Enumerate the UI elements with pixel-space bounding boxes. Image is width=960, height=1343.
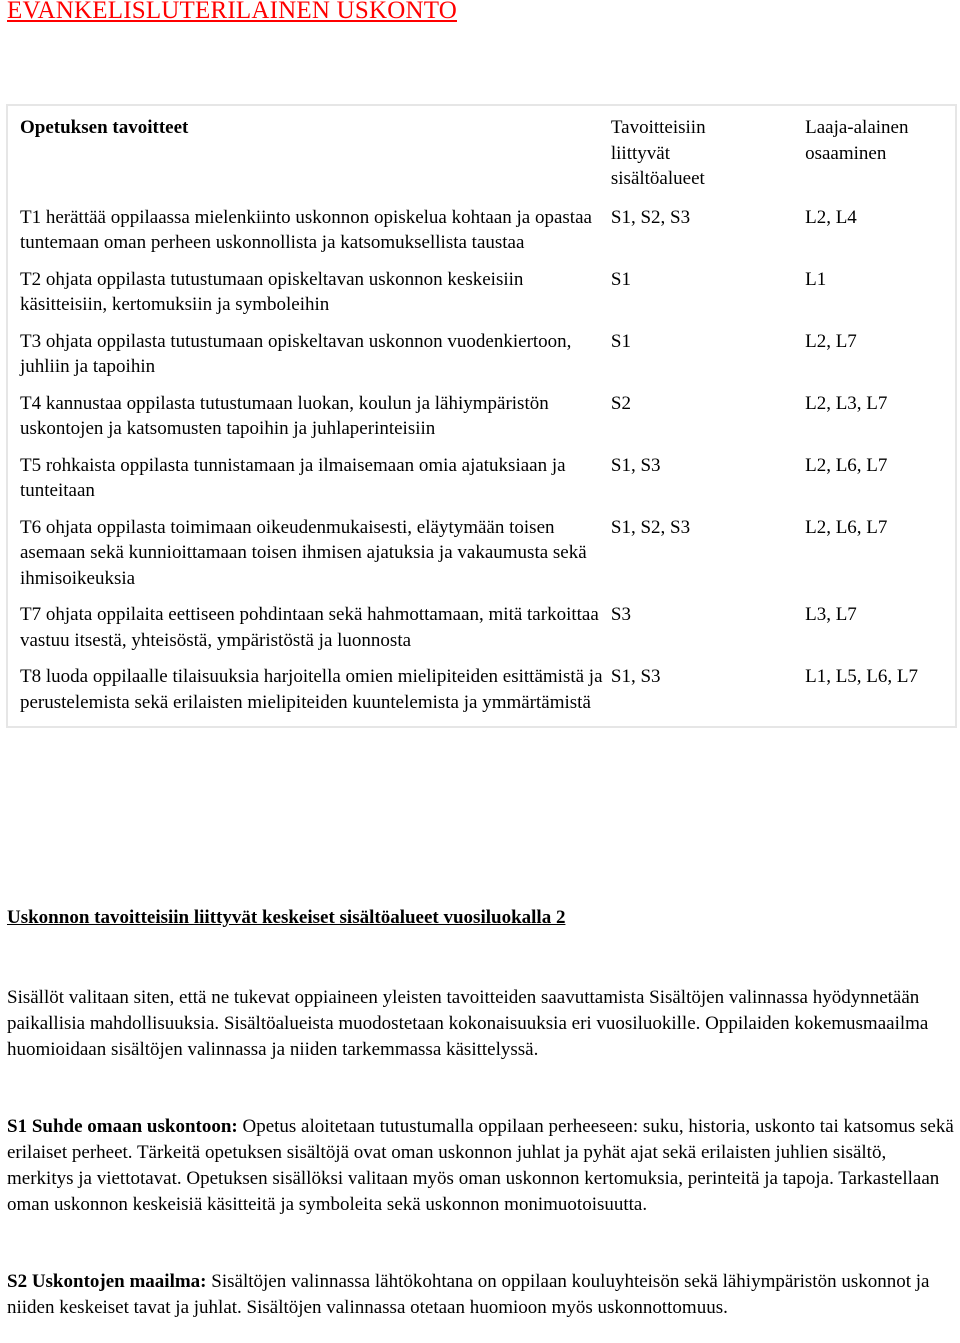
table-row (7, 453, 956, 515)
goal-text: T8 luoda oppilaalle tilaisuuksia harjoitella omien mielipiteiden esittämistä ja perustelemista sekä erilaisten mielipiteiden kuuntelemista ja ymmärtämistä (20, 666, 603, 713)
s2-text: Sisältöjen valinnassa lähtökohtana on oppilaan kouluyhteisön sekä lähiympäristön uskonnot ja niiden keskeiset tavat ja juhlat. Sisältöjen valinnassa otetaan huomioon myös uskonnottomuus. (7, 1271, 930, 1318)
s2-paragraph (7, 1269, 957, 1321)
s1-lead: S1 Suhde omaan uskontoon: (7, 1116, 238, 1137)
table-row (7, 205, 956, 267)
goal-cell (7, 453, 611, 515)
content-areas-cell: S1 (610, 268, 631, 290)
competence-cell: L2, L6, L7 (805, 516, 888, 538)
table-row (7, 267, 956, 329)
header-competence (805, 105, 956, 205)
page-title: EVANKELISLUTERILAINEN USKONTO (7, 0, 457, 24)
content-areas-cell: S1, S2, S3 (610, 206, 691, 228)
goal-text: T5 rohkaista oppilasta tunnistamaan ja ilmaisemaan omia ajatuksiaan ja tunteitaan (20, 454, 566, 501)
s2-lead: S2 Uskontojen maailma: (7, 1271, 207, 1292)
content-areas-cell: S1, S3 (610, 454, 661, 476)
table-row (7, 391, 956, 453)
table-body (7, 205, 956, 728)
goal-cell (7, 602, 611, 664)
goal-cell (7, 205, 611, 267)
table-row (7, 664, 956, 727)
table-row (7, 329, 956, 391)
goals-table (6, 104, 957, 728)
header-content-areas-text: Tavoitteisiin liittyvät sisältöalueet (610, 117, 706, 189)
competence-cell: L1, L5, L6, L7 (805, 666, 919, 687)
header-content-areas (611, 105, 805, 205)
goal-cell (7, 329, 611, 391)
content-areas-cell: S1, S2, S3 (610, 516, 691, 538)
header-goals: Opetuksen tavoitteet (20, 117, 189, 138)
table-header-row (7, 105, 956, 205)
goal-text: T6 ohjata oppilasta toimimaan oikeudenmukaisesti, eläytymään toisen asemaan sekä kunnioittamaan toisen ihmisen ajatuksia ja vakaumusta sekä ihmisoikeuksia (20, 516, 587, 589)
goal-cell (7, 515, 611, 603)
section-heading: Uskonnon tavoitteisiin liittyvät keskeiset sisältöalueet vuosiluokalla 2 (7, 907, 566, 928)
goal-text: T3 ohjata oppilasta tutustumaan opiskeltavan uskonnon vuodenkiertoon, juhliin ja tapoihin (20, 330, 572, 377)
goal-cell (7, 391, 611, 453)
competence-cell: L1 (805, 268, 827, 290)
goal-text: T1 herättää oppilaassa mielenkiinto uskonnon opiskelua kohtaan ja opastaa tuntemaan oman perheen uskonnollista ja katsomuksellista taustaa (20, 206, 592, 253)
content-areas-cell: S2 (610, 392, 631, 414)
content-areas-cell: S3 (610, 604, 631, 625)
goal-cell (7, 267, 611, 329)
goal-text: T4 kannustaa oppilasta tutustumaan luokan, koulun ja lähiympäristön uskontojen ja katsomusten tapoihin ja juhlaperinteisiin (20, 392, 549, 439)
goal-text: T2 ohjata oppilasta tutustumaan opiskeltavan uskonnon keskeisiin käsitteisiin, kertomuksiin ja symboleihin (20, 268, 524, 315)
competence-cell: L3, L7 (805, 604, 857, 625)
s1-paragraph (7, 1114, 957, 1218)
header-competence-text: Laaja-alainen osaaminen (805, 117, 909, 164)
goal-text: T7 ohjata oppilaita eettiseen pohdintaan sekä hahmottamaan, mitä tarkoittaa vastuu itsestä, yhteisöstä, ympäristöstä ja luonnosta (20, 604, 599, 651)
table-row (7, 515, 956, 603)
competence-cell: L2, L6, L7 (805, 454, 888, 476)
s1-text: Opetus aloitetaan tutustumalla oppilaan perheeseen: suku, historia, uskonto tai katsomus sekä erilaiset perheet. Tärkeitä opetuksen sisältöjä ovat oman uskonnon juhlat ja pyhät ajat sekä erilaisten juhlien sisältö, merkitys ja viettotavat. Opetuksen sisällöksi valitaan myös oman uskonnon kertomuksia, perinteitä ja tapoja. Tarkastellaan oman uskonnon keskeisiä käsitteitä ja symboleita sekä uskonnon monimuotoisuutta. (7, 1116, 954, 1215)
content-areas-cell: S1, S3 (610, 666, 661, 687)
competence-cell: L2, L3, L7 (805, 392, 888, 414)
intro-paragraph: Sisällöt valitaan siten, että ne tukevat oppiaineen yleisten tavoitteiden saavuttamista Sisältöjen valinnassa hyödynnetään paikallisia mahdollisuuksia. Sisältöalueista muodostetaan kokonaisuuksia eri vuosiluokille. Oppilaiden kokemusmaailma huomioidaan sisältöjen valinnassa ja niiden tarkemmassa käsittelyssä. (7, 987, 929, 1060)
table-row (7, 602, 956, 664)
content-areas-cell: S1 (610, 330, 631, 352)
competence-cell: L2, L7 (805, 330, 857, 352)
goal-cell (7, 664, 611, 727)
competence-cell: L2, L4 (805, 206, 857, 228)
